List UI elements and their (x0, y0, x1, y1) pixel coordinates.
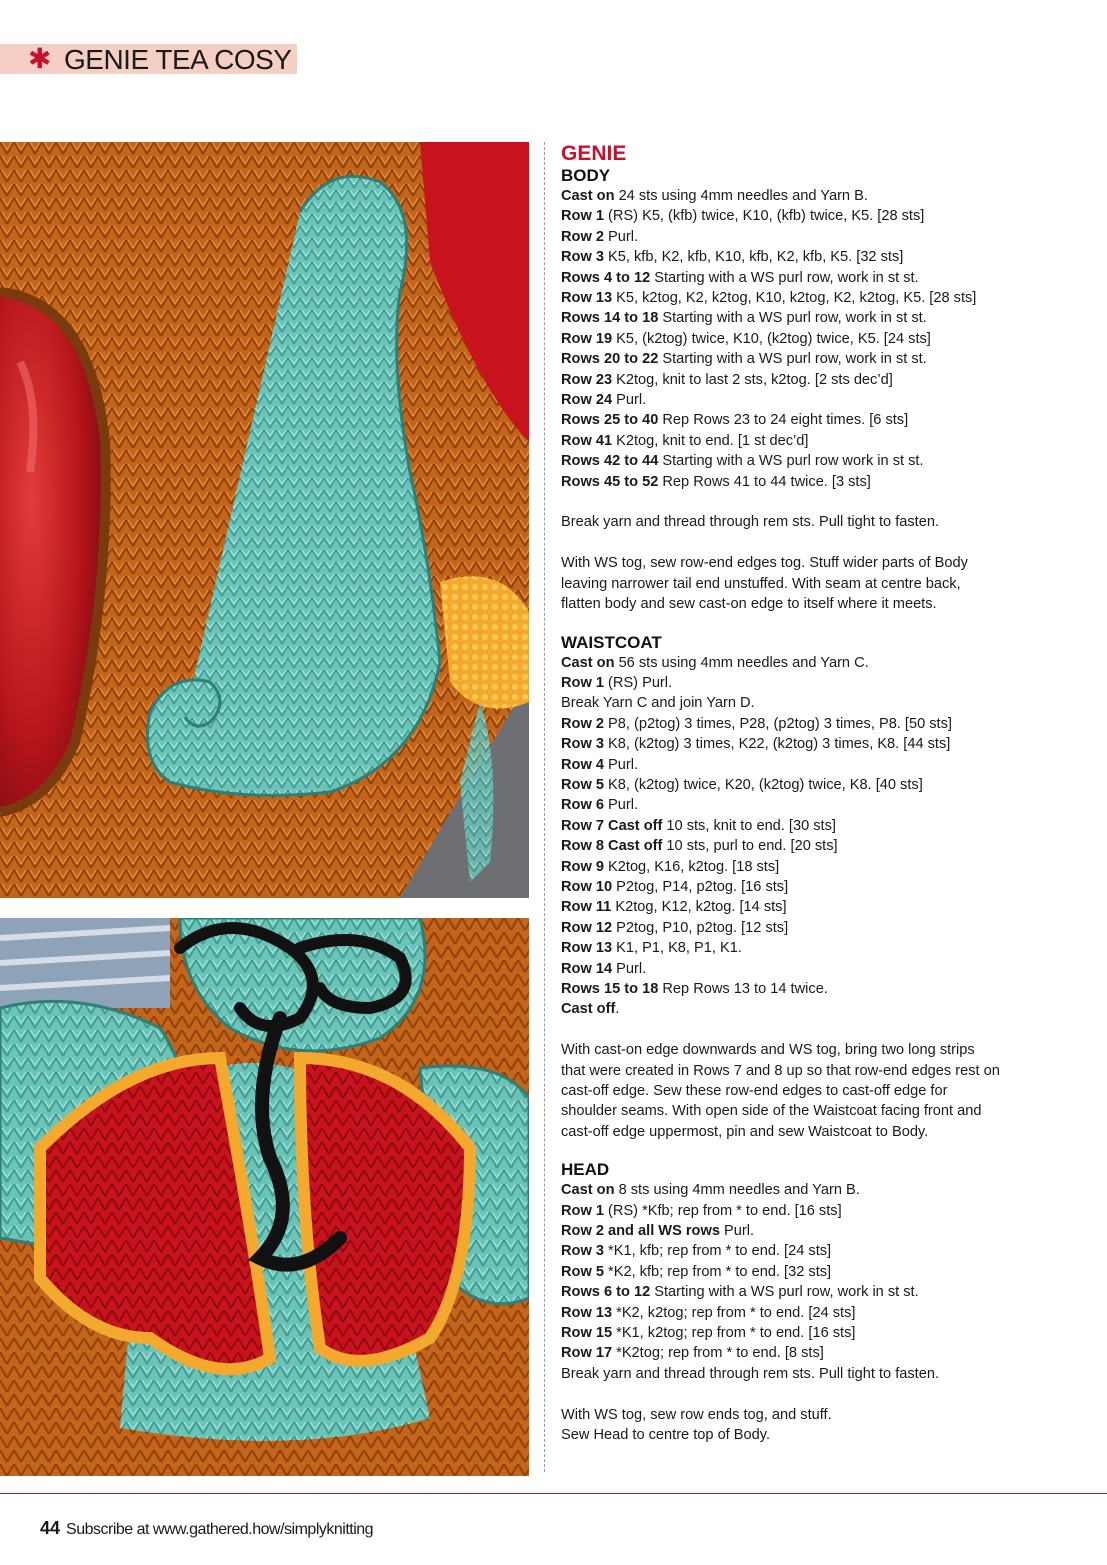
row-label: Cast off (561, 1001, 616, 1018)
knitted-genie-waistcoat-photo (0, 918, 529, 1476)
instruction-line (561, 877, 1081, 897)
row-label: Row 13 (561, 1304, 613, 1321)
instruction-line (561, 1343, 1081, 1363)
row-text: . (615, 1001, 620, 1018)
instruction-line (561, 1262, 1081, 1282)
paragraph-line: cast-off edge uppermost, pin and sew Waistcoat to Body. (561, 1123, 929, 1140)
instruction-line (561, 1221, 1081, 1241)
row-label: Row 3 (561, 249, 604, 266)
row-label: Cast on (561, 654, 615, 671)
body-heading: BODY (561, 166, 611, 185)
instruction-line (561, 308, 1081, 328)
row-label: Row 23 (561, 371, 613, 388)
row-text: P8, (p2tog) 3 times, P28, (p2tog) 3 times, P8. [50 sts] (603, 715, 952, 732)
row-label: Row 1 (561, 1202, 604, 1219)
row-label: Row 19 (561, 330, 613, 347)
instruction-line (561, 938, 1081, 958)
instruction-line (561, 206, 1081, 226)
instruction-line (561, 288, 1081, 308)
instruction-line (561, 795, 1081, 815)
paragraph-line: cast-off edge. Sew these row-end edges to cast-off edge for (561, 1083, 948, 1100)
instruction-line (561, 999, 1081, 1019)
body-paragraph-2 (561, 553, 1081, 614)
page-title: GENIE TEA COSY (64, 44, 292, 75)
row-label: Cast on (561, 1182, 615, 1199)
row-text: K2tog, knit to last 2 sts, k2tog. [2 sts dec’d] (612, 371, 893, 388)
row-label: Row 14 (561, 960, 613, 977)
row-text: Purl. (719, 1223, 754, 1240)
row-text: (RS) *Kfb; rep from * to end. [16 sts] (603, 1202, 842, 1219)
instruction-line (561, 472, 1081, 492)
row-text: Rep Rows 41 to 44 twice. [3 sts] (658, 473, 871, 490)
row-label: Row 15 (561, 1325, 613, 1342)
row-text: Purl. (603, 228, 639, 245)
instruction-line (561, 918, 1081, 938)
pattern-column (561, 142, 1081, 1446)
paragraph-line: Sew Head to centre top of Body. (561, 1427, 771, 1444)
row-label: Row 13 (561, 940, 613, 957)
instruction-line (561, 410, 1081, 430)
row-text: Purl. (603, 756, 639, 773)
row-text: K5, k2tog, K2, k2tog, K10, k2tog, K2, k2tog, K5. [28 sts] (612, 290, 977, 307)
row-text: *K1, k2tog; rep from * to end. [16 sts] (612, 1325, 856, 1342)
row-label: Row 17 (561, 1345, 613, 1362)
row-text: Rep Rows 23 to 24 eight times. [6 sts] (658, 412, 909, 429)
row-label: Row 2 (561, 228, 604, 245)
row-label: Row 10 (561, 878, 613, 895)
row-text: Break yarn and thread through rem sts. Pull tight to fasten. (561, 1365, 940, 1382)
row-label: Rows 15 to 18 (561, 981, 659, 997)
instruction-line (561, 227, 1081, 247)
row-text: P2tog, P14, p2tog. [16 sts] (612, 878, 789, 895)
row-label: Rows 45 to 52 (561, 473, 659, 490)
instruction-line (561, 1201, 1081, 1221)
instruction-line (561, 857, 1081, 877)
instruction-line (561, 714, 1081, 734)
paragraph-line: flatten body and sew cast-on edge to itself where it meets. (561, 596, 937, 613)
asterisk-icon: ✱ (28, 42, 52, 75)
row-text: K2tog, K12, k2tog. [14 sts] (611, 899, 787, 916)
row-text: 8 sts using 4mm needles and Yarn B. (614, 1182, 860, 1199)
instruction-line (561, 1180, 1081, 1200)
row-text: 56 sts using 4mm needles and Yarn C. (614, 654, 869, 671)
instruction-line (561, 897, 1081, 917)
row-text: Starting with a WS purl row work in st st. (658, 453, 924, 470)
row-label: Row 1 (561, 674, 604, 691)
row-text: 10 sts, purl to end. [20 sts] (662, 838, 838, 855)
footer-rule (0, 1493, 1107, 1494)
paragraph-line: shoulder seams. With open side of the Waistcoat facing front and (561, 1103, 982, 1120)
knitted-genie-tail-photo (0, 142, 529, 898)
row-text: P2tog, P10, p2tog. [12 sts] (612, 919, 789, 936)
instruction-line (561, 1241, 1081, 1261)
paragraph-line: With WS tog, sew row-end edges tog. Stuff wider parts of Body (561, 555, 968, 572)
instruction-line (561, 431, 1081, 451)
row-text: K1, P1, K8, P1, K1. (612, 940, 742, 957)
instruction-line (561, 1323, 1081, 1343)
instruction-line (561, 186, 1081, 206)
paragraph-line: With WS tog, sew row ends tog, and stuff. (561, 1406, 832, 1423)
instruction-line (561, 268, 1081, 288)
instruction-line (561, 653, 1081, 673)
row-label: Row 7 Cast off (561, 817, 663, 834)
footer (40, 1517, 373, 1541)
row-label: Cast on (561, 188, 615, 204)
row-text: *K2tog; rep from * to end. [8 sts] (612, 1345, 824, 1362)
row-label: Row 12 (561, 919, 613, 936)
row-text: *K2, k2tog; rep from * to end. [24 sts] (612, 1304, 856, 1321)
row-label: Rows 14 to 18 (561, 310, 659, 327)
row-text: (RS) Purl. (603, 674, 673, 691)
row-label: Row 41 (561, 432, 613, 449)
row-label: Row 8 Cast off (561, 838, 663, 855)
row-label: Row 3 (561, 736, 604, 753)
instruction-line (561, 451, 1081, 471)
instruction-line (561, 734, 1081, 754)
row-label: Row 3 (561, 1243, 604, 1260)
head-heading: HEAD (561, 1160, 610, 1180)
instruction-line (561, 775, 1081, 795)
instruction-line (561, 1303, 1081, 1323)
instruction-line (561, 979, 1081, 999)
row-label: Row 9 (561, 858, 604, 875)
row-label: Row 24 (561, 392, 613, 409)
instruction-line (561, 370, 1081, 390)
row-text: Purl. (612, 392, 647, 409)
row-text: *K1, kfb; rep from * to end. [24 sts] (603, 1243, 832, 1260)
row-label: Row 2 (561, 715, 604, 732)
instruction-line (561, 247, 1081, 267)
row-text: Starting with a WS purl row, work in st st. (658, 310, 927, 327)
row-label: Row 11 (561, 899, 612, 916)
row-text: 24 sts using 4mm needles and Yarn B. (614, 188, 868, 204)
instruction-line (561, 836, 1081, 856)
waistcoat-instructions (561, 653, 1081, 1020)
row-label: Row 2 and all WS rows (561, 1223, 720, 1240)
row-text: (RS) K5, (kfb) twice, K10, (kfb) twice, K5. [28 sts] (603, 208, 925, 225)
row-label: Rows 20 to 22 (561, 351, 659, 368)
instruction-line (561, 1282, 1081, 1302)
row-text: K8, (k2tog) twice, K20, (k2tog) twice, K8. [40 sts] (603, 776, 923, 793)
instruction-line (561, 390, 1081, 410)
row-label: Row 1 (561, 208, 604, 225)
row-text: *K2, kfb; rep from * to end. [32 sts] (603, 1263, 832, 1280)
row-label: Row 6 (561, 797, 604, 814)
row-text: K5, (k2tog) twice, K10, (k2tog) twice, K5. [24 sts] (612, 330, 931, 347)
subscribe-link[interactable]: Subscribe at www.gathered.how/simplyknitting (66, 1521, 374, 1538)
row-text: K8, (k2tog) 3 times, K22, (k2tog) 3 times, K8. [44 sts] (603, 736, 951, 753)
row-label: Rows 4 to 12 (561, 269, 651, 286)
row-text: 10 sts, knit to end. [30 sts] (662, 817, 836, 834)
instruction-line (561, 959, 1081, 979)
row-text: Starting with a WS purl row, work in st st. (658, 351, 927, 368)
row-text: Starting with a WS purl row, work in st st. (650, 1284, 919, 1301)
instruction-line (561, 349, 1081, 369)
row-text: K2tog, K16, k2tog. [18 sts] (603, 858, 780, 875)
instruction-line (561, 1364, 1081, 1384)
waistcoat-paragraph (561, 1040, 1081, 1142)
row-text: Rep Rows 13 to 14 twice. (658, 981, 828, 997)
row-text: K2tog, knit to end. [1 st dec’d] (612, 432, 809, 449)
head-instructions (561, 1180, 1081, 1384)
paragraph-line: With cast-on edge downwards and WS tog, bring two long strips (561, 1042, 975, 1059)
row-label: Row 5 (561, 776, 604, 793)
body-instructions (561, 186, 1081, 492)
row-text: Break Yarn C and join Yarn D. (561, 695, 755, 712)
row-text: Starting with a WS purl row, work in st st. (650, 269, 919, 286)
instruction-line (561, 673, 1081, 693)
page-number: 44 (40, 1518, 61, 1538)
paragraph-line: leaving narrower tail end unstuffed. With seam at centre back, (561, 575, 961, 592)
row-label: Rows 6 to 12 (561, 1284, 651, 1301)
row-label: Row 13 (561, 290, 613, 307)
row-label: Rows 25 to 40 (561, 412, 659, 429)
section-title: GENIE (561, 142, 627, 165)
instruction-line (561, 693, 1081, 713)
row-label: Rows 42 to 44 (561, 453, 659, 470)
column-divider (544, 142, 545, 1472)
row-label: Row 4 (561, 756, 604, 773)
instruction-line (561, 329, 1081, 349)
row-text: Purl. (603, 797, 639, 814)
row-text: Purl. (612, 960, 647, 977)
waistcoat-heading: WAISTCOAT (561, 632, 662, 652)
paragraph-line: that were created in Rows 7 and 8 up so that row-end edges rest on (561, 1062, 1000, 1079)
row-text: K5, kfb, K2, kfb, K10, kfb, K2, kfb, K5. [32 sts] (603, 249, 904, 266)
instruction-line (561, 816, 1081, 836)
row-label: Row 5 (561, 1263, 604, 1280)
body-paragraph-1: Break yarn and thread through rem sts. Pull tight to fasten. (561, 514, 940, 531)
instruction-line (561, 755, 1081, 775)
head-paragraph (561, 1405, 1081, 1446)
